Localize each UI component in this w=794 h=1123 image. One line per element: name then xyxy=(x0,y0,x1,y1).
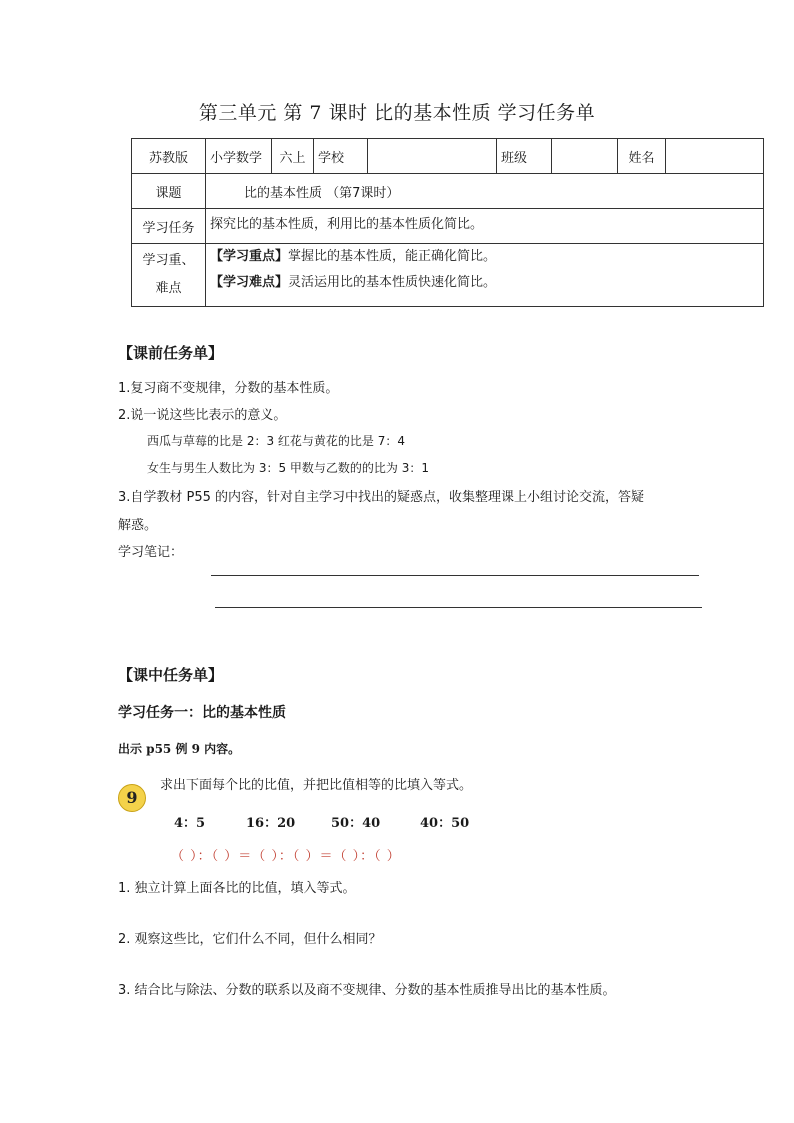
school-label: 学校 xyxy=(314,139,368,174)
key-label-line2: 难点 xyxy=(155,281,182,296)
topic-value: 比的基本性质 （第7课时） xyxy=(206,174,764,209)
school-field[interactable] xyxy=(368,139,497,174)
ratio-1: 4：5 xyxy=(174,816,206,831)
ratio-2: 16：20 xyxy=(246,816,296,831)
task-label: 学习任务 xyxy=(132,209,206,244)
difficult-point-tag: 【学习难点】 xyxy=(210,275,289,290)
example-prompt: 求出下面每个比的比值，并把比值相等的比填入等式。 xyxy=(160,778,473,793)
notes-label: 学习笔记： xyxy=(118,545,184,560)
subject-cell: 小学数学 xyxy=(206,139,272,174)
ratio-3: 50：40 xyxy=(331,816,381,831)
pre-item-1: 1.复习商不变规律，分数的基本性质。 xyxy=(118,381,339,396)
show-example-text: 出示 p55 例 9 内容。 xyxy=(118,742,241,756)
class-label: 班级 xyxy=(497,139,552,174)
ratio-meaning-line-2: 女生与男生人数比为 3：5 甲数与乙数的的比为 3：1 xyxy=(147,461,429,475)
notes-line-2[interactable] xyxy=(215,607,702,608)
example-9-badge: 9 xyxy=(118,784,146,812)
name-label: 姓名 xyxy=(618,139,666,174)
in-class-heading: 【课中任务单】 xyxy=(118,666,224,684)
question-3: 3. 结合比与除法、分数的联系以及商不变规律、分数的基本性质推导出比的基本性质。 xyxy=(118,983,616,998)
page-title: 第三单元 第 7 课时 比的基本性质 学习任务单 xyxy=(198,102,596,124)
ratio-4: 40：50 xyxy=(420,816,470,831)
blank-equation[interactable]: （ ）：（ ）＝（ ）：（ ）＝（ ）：（ ） xyxy=(171,849,401,864)
info-table xyxy=(131,138,764,307)
question-1: 1. 独立计算上面各比的比值，填入等式。 xyxy=(118,881,356,896)
task-1-title: 学习任务一：比的基本性质 xyxy=(118,705,286,721)
key-point-tag: 【学习重点】 xyxy=(210,249,289,264)
topic-label: 课题 xyxy=(132,174,206,209)
key-point-text: 掌握比的基本性质，能正确化简比。 xyxy=(288,249,497,264)
task-value: 探究比的基本性质，利用比的基本性质化简比。 xyxy=(206,209,764,244)
grade-cell: 六上 xyxy=(272,139,314,174)
difficult-point-text: 灵活运用比的基本性质快速化简比。 xyxy=(288,275,497,290)
pre-class-heading: 【课前任务单】 xyxy=(118,344,224,362)
pre-item-3-cont: 解惑。 xyxy=(118,518,158,533)
ratio-meaning-line-1: 西瓜与草莓的比是 2：3 红花与黄花的比是 7：4 xyxy=(147,434,405,448)
question-2: 2. 观察这些比，它们什么不同，但什么相同？ xyxy=(118,932,382,947)
name-field[interactable] xyxy=(666,139,764,174)
pre-item-3: 3.自学教材 P55 的内容，针对自主学习中找出的疑惑点，收集整理课上小组讨论交流，答疑 xyxy=(118,490,645,505)
key-label-line1: 学习重、 xyxy=(142,253,195,268)
notes-line-1[interactable] xyxy=(211,575,699,576)
publisher-cell: 苏教版 xyxy=(132,139,206,174)
key-points-value xyxy=(206,244,764,307)
key-points-label xyxy=(132,244,206,307)
pre-item-2: 2.说一说这些比表示的意义。 xyxy=(118,408,287,423)
class-field[interactable] xyxy=(552,139,618,174)
